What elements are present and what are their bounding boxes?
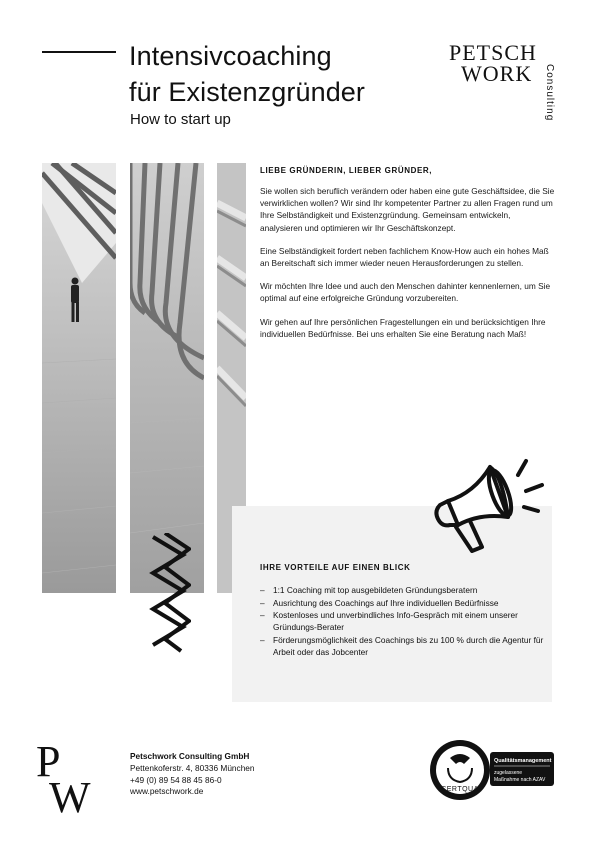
logo-vertical-text: Consulting — [544, 64, 555, 122]
title-line-1: Intensivcoaching — [129, 41, 332, 71]
pw-monogram — [36, 737, 100, 822]
logo-line-2: WORK — [461, 61, 533, 86]
page-subtitle: How to start up — [130, 111, 231, 128]
list-item: – Förderungsmöglichkeit des Coachings bis zu 100 % durch die Agentur für Arbeit oder das Jobcenter — [260, 635, 550, 658]
advantages-list — [260, 585, 550, 659]
contact-block — [130, 751, 255, 798]
badge-line-2: zugelassene — [494, 770, 523, 776]
badge-line-1: Qualitätsmanagement — [494, 758, 552, 764]
list-item: – Ausrichtung des Coachings auf Ihre individuellen Bedürfnisse — [260, 598, 550, 610]
zigzag-decoration — [145, 533, 191, 653]
list-item: – Kostenloses und unverbindliches Info-Gespräch mit einem unserer Gründungs-Berater — [260, 610, 550, 633]
advantages-title: IHRE VORTEILE AUF EINEN BLICK — [260, 563, 411, 572]
logo-line-1: PETSCH — [449, 40, 537, 65]
intro-headline: LIEBE GRÜNDERIN, LIEBER GRÜNDER, — [260, 166, 433, 175]
intro-paragraph: Wir möchten Ihre Idee und auch den Menschen dahinter kennenlernen, um Sie optimal auf eine erfolgreiche Gründung vorzubereiten. — [260, 281, 551, 304]
title-line-2: für Existenzgründer — [129, 77, 366, 107]
photo-strip-1 — [42, 163, 116, 593]
list-item: – 1:1 Coaching mit top ausgebildeten Gründungsberatern — [260, 585, 550, 597]
intro-paragraph: Sie wollen sich beruflich verändern oder haben eine gute Geschäftsidee, die Sie verwirklichen wollen? Wir sind Ihr kompetenter Partner zu allen Fragen rund um Ihre Selbständigkeit und Existenzgründung. Gemeinsam entwickeln, analysieren und optimieren wir Ihr Geschäftskonzept. — [260, 186, 555, 233]
intro-text — [260, 185, 555, 351]
badge-line-3: Maßnahme nach AZAV — [494, 777, 546, 783]
website-link[interactable]: www.petschwork.de — [130, 786, 204, 797]
petschwork-logo — [449, 40, 559, 130]
page-title — [129, 38, 365, 110]
certqua-seal — [428, 738, 556, 802]
photo-strip-2 — [130, 163, 204, 593]
address: Pettenkoferstr. 4, 80336 München — [130, 762, 255, 773]
monogram-p: P — [36, 737, 61, 786]
company-name: Petschwork Consulting GmbH — [130, 751, 250, 761]
intro-paragraph: Eine Selbständigkeit fordert neben fachlichem Know-How auch ein hohes Maß an Bereitschaft sich immer wieder neuen Herausforderungen zu stellen. — [260, 245, 549, 269]
title-rule — [42, 51, 116, 53]
intro-paragraph: Wir gehen auf Ihre persönlichen Fragestellungen ein und berücksichtigen Ihre individuellen Bedürfnisse. Bei uns erhalten Sie eine Beratung nach Maß! — [260, 316, 546, 339]
phone: +49 (0) 89 54 88 45 86-0 — [130, 774, 222, 785]
monogram-w: W — [49, 773, 91, 822]
megaphone-icon — [430, 455, 554, 561]
certqua-brand: CERTQUA — [441, 786, 479, 793]
